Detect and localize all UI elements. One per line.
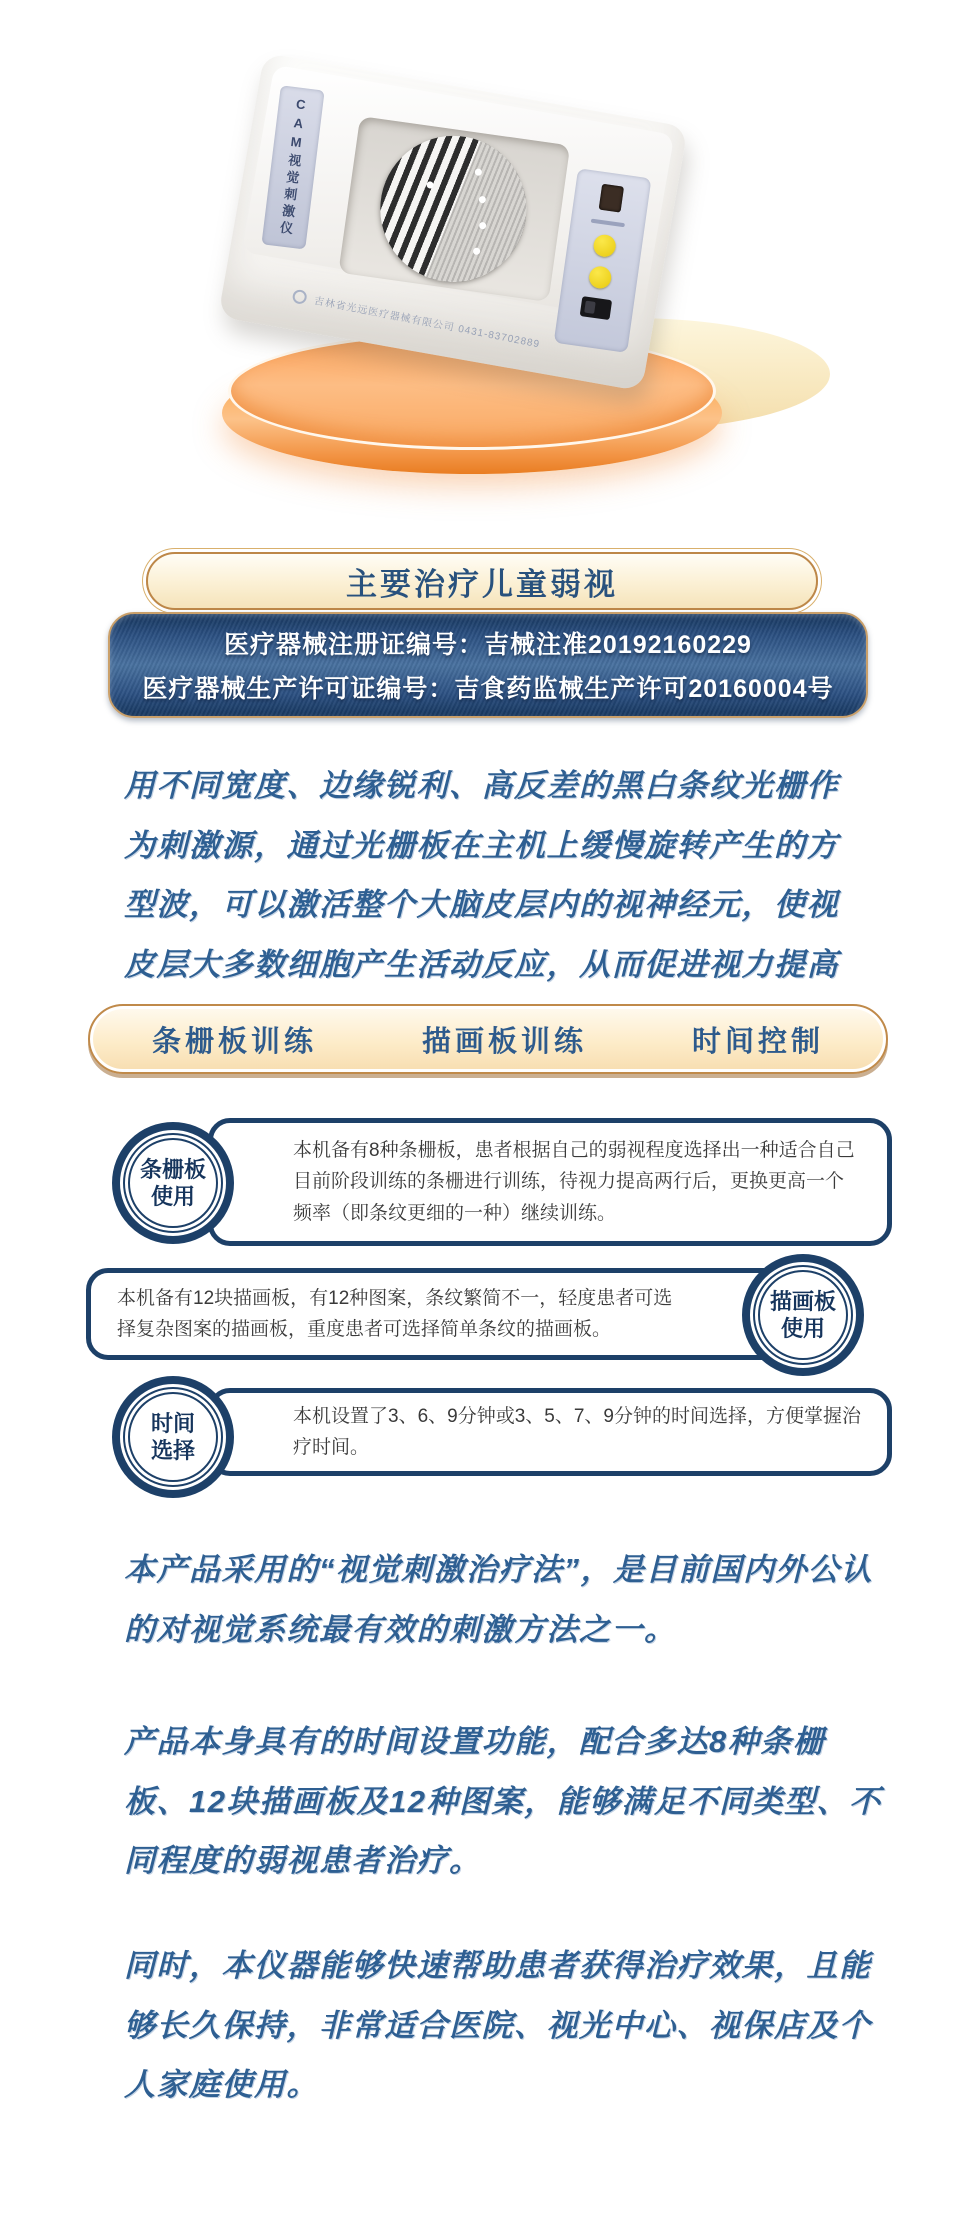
cam-device-image bbox=[218, 53, 688, 392]
card-body bbox=[208, 1118, 892, 1246]
card-body bbox=[208, 1388, 892, 1476]
badge-line1: 条栅板 bbox=[139, 1156, 206, 1182]
device-grating-recess bbox=[338, 116, 570, 302]
panel-label-dash bbox=[591, 219, 625, 228]
badge-line2: 选择 bbox=[150, 1438, 195, 1463]
card-text: 本机设置了3、6、9分钟或3、5、7、9分钟的时间选择，方便掌握治疗时间。 bbox=[293, 1405, 861, 1458]
badge-grating-usage bbox=[112, 1122, 234, 1244]
production-license-number: 医疗器械生产许可证编号：吉食药监械生产许可20160004号 bbox=[142, 675, 834, 703]
card-text: 本机备有8种条栅板，患者根据自己的弱视程度选择出一种适合自己目前阶段训练的条栅进行训练，待视力提高两行后，更换更高一个频率（即条纹更细的一种）继续训练。 bbox=[293, 1139, 855, 1224]
feature-time-control: 时间控制 bbox=[691, 1025, 824, 1058]
main-title-banner bbox=[146, 552, 818, 610]
card-body bbox=[86, 1268, 802, 1360]
manufacturer-text: 吉林省光远医疗器械有限公司 0431-83702889 bbox=[313, 295, 541, 351]
intro-paragraph: 用不同宽度、边缘锐利、高反差的黑白条纹光栅作为刺激源，通过光栅板在主机上缓慢旋转产生的方型波，可以激活整个大脑皮层内的视神经元，使视皮层大多数细胞产生活动反应，从而促进视力提高 bbox=[124, 768, 839, 982]
feature-bar bbox=[88, 1004, 888, 1074]
grating-disc-icon bbox=[358, 114, 548, 304]
badge-line2: 使用 bbox=[780, 1316, 825, 1341]
badge-line1: 描画板 bbox=[769, 1288, 836, 1314]
badge-line1: 时间 bbox=[150, 1410, 195, 1436]
card-grating-usage bbox=[0, 1118, 976, 1248]
card-time-selection bbox=[0, 1388, 976, 1498]
paragraph-usage-scenarios: 同时，本仪器能够快速帮助患者获得治疗效果，且能够长久保持，非常适合医院、视光中心、视保店及个人家庭使用。 bbox=[124, 1948, 872, 2103]
page-title: 主要治疗儿童弱视 bbox=[346, 566, 618, 602]
card-drawing-usage bbox=[0, 1262, 976, 1372]
card-text: 本机备有12块描画板，有12种图案，条纹繁简不一，轻度患者可选择复杂图案的描画板，重度患者可选择简单条纹的描画板。 bbox=[117, 1287, 673, 1340]
device-side-label: CAM视觉刺激仪 bbox=[261, 85, 324, 249]
device-display-window bbox=[599, 184, 624, 213]
badge-label bbox=[140, 1156, 206, 1211]
badge-drawing-usage bbox=[742, 1254, 864, 1376]
certificate-banner bbox=[108, 612, 868, 718]
badge-line2: 使用 bbox=[150, 1184, 195, 1209]
device-yellow-button bbox=[592, 233, 617, 258]
brand-logo-icon bbox=[292, 288, 308, 304]
feature-grating-training: 条栅板训练 bbox=[152, 1025, 318, 1058]
badge-time-selection bbox=[112, 1376, 234, 1498]
badge-label bbox=[151, 1410, 195, 1465]
paragraph-therapy-method: 本产品采用的“视觉刺激治疗法”，是目前国内外公认的对视觉系统最有效的刺激方法之一。 bbox=[124, 1552, 873, 1647]
hero-product-shot bbox=[0, 0, 976, 530]
device-yellow-button bbox=[588, 265, 613, 290]
device-power-switch bbox=[580, 296, 612, 320]
feature-drawing-training: 描画板训练 bbox=[421, 1025, 587, 1058]
registration-number: 医疗器械注册证编号：吉械注准20192160229 bbox=[224, 631, 752, 659]
badge-label bbox=[770, 1288, 836, 1343]
paragraph-product-capability: 产品本身具有的时间设置功能，配合多达8种条栅板、12块描画板及12种图案，能够满足不同类型、不同程度的弱视患者治疗。 bbox=[124, 1724, 882, 1879]
